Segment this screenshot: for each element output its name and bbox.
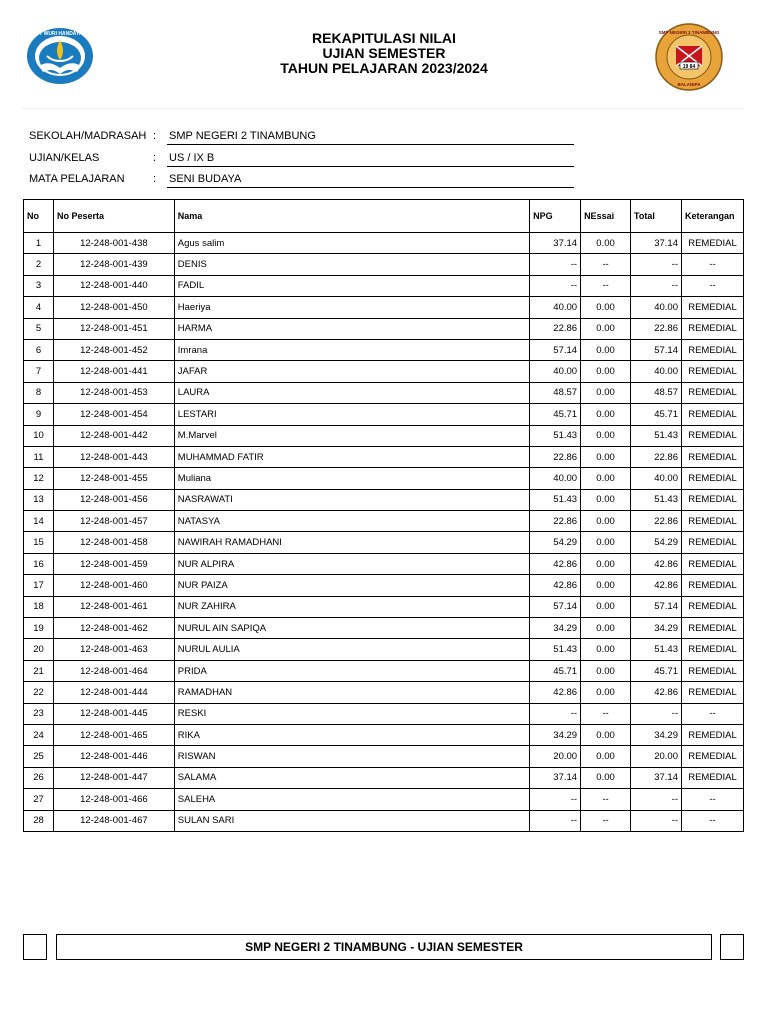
row-nessai: 0.00 (581, 297, 631, 318)
row-nessai: 0.00 (581, 404, 631, 425)
row-no-peserta: 12-248-001-454 (53, 404, 174, 425)
row-npg: 51.43 (530, 639, 581, 660)
row-total: 40.00 (631, 297, 682, 318)
row-npg: -- (530, 810, 581, 831)
row-no-peserta: 12-248-001-455 (53, 468, 174, 489)
row-no-peserta: 12-248-001-443 (53, 446, 174, 467)
table-row (24, 703, 744, 724)
exam-value: US / IX B (167, 152, 574, 167)
row-nessai: 0.00 (581, 489, 631, 510)
row-no: 24 (24, 724, 54, 745)
row-nessai: 0.00 (581, 618, 631, 639)
row-no-peserta: 12-248-001-464 (53, 660, 174, 681)
row-total: 34.29 (631, 618, 682, 639)
row-keterangan: -- (681, 275, 743, 296)
row-nama: LESTARI (174, 404, 529, 425)
row-total: 22.86 (631, 318, 682, 339)
row-keterangan: REMEDIAL (681, 618, 743, 639)
row-nama: RISWAN (174, 746, 529, 767)
row-nama: Imrana (174, 339, 529, 360)
row-npg: -- (530, 789, 581, 810)
row-total: 22.86 (631, 511, 682, 532)
row-nessai: 0.00 (581, 532, 631, 553)
row-npg: 48.57 (530, 382, 581, 403)
row-no: 20 (24, 639, 54, 660)
grades-table (23, 199, 744, 832)
row-npg: 40.00 (530, 297, 581, 318)
row-no-peserta: 12-248-001-442 (53, 425, 174, 446)
header-no-peserta: No Peserta (53, 200, 174, 233)
row-no-peserta: 12-248-001-462 (53, 618, 174, 639)
table-row (24, 596, 744, 617)
row-no: 11 (24, 446, 54, 467)
row-no: 14 (24, 511, 54, 532)
row-nama: DENIS (174, 254, 529, 275)
row-nama: HARMA (174, 318, 529, 339)
row-nessai: 0.00 (581, 575, 631, 596)
row-keterangan: REMEDIAL (681, 532, 743, 553)
row-no-peserta: 12-248-001-446 (53, 746, 174, 767)
row-keterangan: REMEDIAL (681, 425, 743, 446)
row-nama: MUHAMMAD FATIR (174, 446, 529, 467)
row-no: 21 (24, 660, 54, 681)
row-no: 1 (24, 233, 54, 254)
row-nessai: 0.00 (581, 724, 631, 745)
row-no: 18 (24, 596, 54, 617)
row-no-peserta: 12-248-001-466 (53, 789, 174, 810)
row-npg: 22.86 (530, 446, 581, 467)
row-no-peserta: 12-248-001-453 (53, 382, 174, 403)
row-nama: NUR ALPIRA (174, 553, 529, 574)
exam-colon: : (153, 152, 157, 164)
row-keterangan: REMEDIAL (681, 746, 743, 767)
row-nessai: 0.00 (581, 425, 631, 446)
row-nessai: -- (581, 254, 631, 275)
row-nessai: 0.00 (581, 446, 631, 467)
row-keterangan: REMEDIAL (681, 511, 743, 532)
subject-label: MATA PELAJARAN (29, 173, 125, 185)
row-no: 28 (24, 810, 54, 831)
school-colon: : (153, 130, 157, 142)
row-nama: NASRAWATI (174, 489, 529, 510)
row-nama: RESKI (174, 703, 529, 724)
table-row (24, 254, 744, 275)
row-no-peserta: 12-248-001-456 (53, 489, 174, 510)
table-row (24, 724, 744, 745)
row-keterangan: REMEDIAL (681, 767, 743, 788)
row-no-peserta: 12-248-001-463 (53, 639, 174, 660)
row-total: 40.00 (631, 468, 682, 489)
row-nessai: 0.00 (581, 767, 631, 788)
row-npg: 42.86 (530, 553, 581, 574)
row-no-peserta: 12-248-001-459 (53, 553, 174, 574)
row-no-peserta: 12-248-001-460 (53, 575, 174, 596)
row-no-peserta: 12-248-001-467 (53, 810, 174, 831)
row-no: 10 (24, 425, 54, 446)
table-row (24, 639, 744, 660)
header-keterangan: Keterangan (681, 200, 743, 233)
row-nessai: 0.00 (581, 746, 631, 767)
footer-text: SMP NEGERI 2 TINAMBUNG - UJIAN SEMESTER (56, 934, 712, 960)
title-line-2: UJIAN SEMESTER (322, 45, 446, 61)
row-npg: 54.29 (530, 532, 581, 553)
table-row (24, 618, 744, 639)
row-keterangan: REMEDIAL (681, 297, 743, 318)
row-npg: 45.71 (530, 404, 581, 425)
row-nessai: 0.00 (581, 361, 631, 382)
row-total: 45.71 (631, 404, 682, 425)
row-nama: NUR ZAHIRA (174, 596, 529, 617)
header-nama: Nama (174, 200, 529, 233)
school-label: SEKOLAH/MADRASAH (29, 130, 147, 142)
row-no: 4 (24, 297, 54, 318)
row-no-peserta: 12-248-001-450 (53, 297, 174, 318)
row-no: 9 (24, 404, 54, 425)
row-npg: 45.71 (530, 660, 581, 681)
row-nama: NUR PAIZA (174, 575, 529, 596)
title-line-1: REKAPITULASI NILAI (312, 30, 456, 46)
row-npg: 51.43 (530, 425, 581, 446)
row-no-peserta: 12-248-001-445 (53, 703, 174, 724)
row-nama: RIKA (174, 724, 529, 745)
row-total: 51.43 (631, 425, 682, 446)
row-keterangan: -- (681, 254, 743, 275)
table-row (24, 361, 744, 382)
row-nama: SULAN SARI (174, 810, 529, 831)
row-keterangan: REMEDIAL (681, 489, 743, 510)
table-row (24, 660, 744, 681)
row-nama: FADIL (174, 275, 529, 296)
table-row (24, 339, 744, 360)
row-no: 22 (24, 682, 54, 703)
row-keterangan: REMEDIAL (681, 724, 743, 745)
row-total: 57.14 (631, 339, 682, 360)
row-total: 51.43 (631, 489, 682, 510)
svg-text:BALANIPA: BALANIPA (677, 82, 701, 87)
row-nessai: 0.00 (581, 318, 631, 339)
row-nessai: 0.00 (581, 639, 631, 660)
row-npg: 34.29 (530, 724, 581, 745)
row-no-peserta: 12-248-001-465 (53, 724, 174, 745)
row-npg: 40.00 (530, 468, 581, 489)
row-total: -- (631, 810, 682, 831)
row-no: 26 (24, 767, 54, 788)
row-no-peserta: 12-248-001-452 (53, 339, 174, 360)
school-logo-icon (652, 22, 727, 92)
row-npg: -- (530, 254, 581, 275)
table-row (24, 275, 744, 296)
row-no-peserta: 12-248-001-457 (53, 511, 174, 532)
row-nama: PRIDA (174, 660, 529, 681)
row-npg: 42.86 (530, 682, 581, 703)
row-no-peserta: 12-248-001-458 (53, 532, 174, 553)
row-total: 48.57 (631, 382, 682, 403)
subject-value: SENI BUDAYA (167, 173, 574, 188)
row-npg: 37.14 (530, 767, 581, 788)
row-no: 7 (24, 361, 54, 382)
row-total: 40.00 (631, 361, 682, 382)
row-nama: SALAMA (174, 767, 529, 788)
header-no: No (24, 200, 54, 233)
school-value: SMP NEGERI 2 TINAMBUNG (167, 130, 574, 145)
header-nessai: NEssai (581, 200, 631, 233)
row-npg: 57.14 (530, 596, 581, 617)
row-nessai: 0.00 (581, 468, 631, 489)
row-no: 3 (24, 275, 54, 296)
row-npg: -- (530, 275, 581, 296)
footer-right-box (720, 934, 744, 960)
row-nama: NURUL AULIA (174, 639, 529, 660)
row-keterangan: REMEDIAL (681, 596, 743, 617)
row-nessai: -- (581, 810, 631, 831)
table-row (24, 233, 744, 254)
row-nama: SALEHA (174, 789, 529, 810)
row-total: 54.29 (631, 532, 682, 553)
row-nessai: 0.00 (581, 553, 631, 574)
row-keterangan: -- (681, 810, 743, 831)
table-row (24, 532, 744, 553)
row-npg: 22.86 (530, 318, 581, 339)
table-row (24, 446, 744, 467)
row-no-peserta: 12-248-001-440 (53, 275, 174, 296)
row-no: 13 (24, 489, 54, 510)
row-no-peserta: 12-248-001-439 (53, 254, 174, 275)
row-total: -- (631, 703, 682, 724)
row-nessai: -- (581, 275, 631, 296)
table-row (24, 511, 744, 532)
table-row (24, 489, 744, 510)
exam-label: UJIAN/KELAS (29, 152, 100, 164)
row-keterangan: REMEDIAL (681, 361, 743, 382)
row-npg: 40.00 (530, 361, 581, 382)
row-no: 23 (24, 703, 54, 724)
table-row (24, 382, 744, 403)
row-total: 20.00 (631, 746, 682, 767)
row-no: 8 (24, 382, 54, 403)
row-npg: -- (530, 703, 581, 724)
row-nessai: -- (581, 789, 631, 810)
row-nama: Muliana (174, 468, 529, 489)
row-no-peserta: 12-248-001-438 (53, 233, 174, 254)
row-keterangan: REMEDIAL (681, 339, 743, 360)
row-nama: Agus salim (174, 233, 529, 254)
row-npg: 22.86 (530, 511, 581, 532)
row-no-peserta: 12-248-001-444 (53, 682, 174, 703)
table-row (24, 810, 744, 831)
page-footer (23, 934, 744, 960)
row-nama: NAWIRAH RAMADHANI (174, 532, 529, 553)
row-total: 51.43 (631, 639, 682, 660)
row-keterangan: REMEDIAL (681, 404, 743, 425)
row-nama: RAMADHAN (174, 682, 529, 703)
row-total: -- (631, 789, 682, 810)
row-nama: NURUL AIN SAPIQA (174, 618, 529, 639)
row-no-peserta: 12-248-001-441 (53, 361, 174, 382)
row-no-peserta: 12-248-001-461 (53, 596, 174, 617)
row-total: 42.86 (631, 575, 682, 596)
header-total: Total (631, 200, 682, 233)
row-nessai: 0.00 (581, 660, 631, 681)
svg-text:SMP NEGERI 2 TINAMBUNG: SMP NEGERI 2 TINAMBUNG (658, 30, 720, 35)
table-row (24, 682, 744, 703)
row-keterangan: REMEDIAL (681, 446, 743, 467)
row-total: -- (631, 254, 682, 275)
row-keterangan: REMEDIAL (681, 553, 743, 574)
row-npg: 37.14 (530, 233, 581, 254)
table-row (24, 468, 744, 489)
row-no: 27 (24, 789, 54, 810)
row-npg: 20.00 (530, 746, 581, 767)
table-header-row (24, 200, 744, 233)
row-no: 17 (24, 575, 54, 596)
row-total: 34.29 (631, 724, 682, 745)
row-no: 19 (24, 618, 54, 639)
header-npg: NPG (530, 200, 581, 233)
table-row (24, 746, 744, 767)
row-keterangan: REMEDIAL (681, 233, 743, 254)
subject-colon: : (153, 173, 157, 185)
row-no: 5 (24, 318, 54, 339)
row-total: -- (631, 275, 682, 296)
table-row (24, 767, 744, 788)
svg-text:TUT WURI HANDAYANI: TUT WURI HANDAYANI (32, 31, 88, 37)
header-divider (22, 108, 744, 109)
row-npg: 34.29 (530, 618, 581, 639)
row-npg: 51.43 (530, 489, 581, 510)
svg-text:19 84: 19 84 (682, 64, 696, 70)
row-nessai: 0.00 (581, 382, 631, 403)
row-no: 16 (24, 553, 54, 574)
row-keterangan: REMEDIAL (681, 318, 743, 339)
row-total: 42.86 (631, 553, 682, 574)
row-nessai: 0.00 (581, 339, 631, 360)
row-keterangan: -- (681, 703, 743, 724)
row-keterangan: REMEDIAL (681, 639, 743, 660)
row-npg: 42.86 (530, 575, 581, 596)
row-keterangan: -- (681, 789, 743, 810)
table-row (24, 575, 744, 596)
row-total: 37.14 (631, 233, 682, 254)
row-total: 57.14 (631, 596, 682, 617)
row-total: 45.71 (631, 660, 682, 681)
report-header (0, 20, 768, 110)
row-no: 2 (24, 254, 54, 275)
row-npg: 57.14 (530, 339, 581, 360)
row-nessai: 0.00 (581, 511, 631, 532)
row-total: 37.14 (631, 767, 682, 788)
table-row (24, 297, 744, 318)
row-nama: JAFAR (174, 361, 529, 382)
row-keterangan: REMEDIAL (681, 682, 743, 703)
row-total: 42.86 (631, 682, 682, 703)
row-keterangan: REMEDIAL (681, 468, 743, 489)
row-keterangan: REMEDIAL (681, 382, 743, 403)
row-keterangan: REMEDIAL (681, 575, 743, 596)
row-nessai: -- (581, 703, 631, 724)
row-nessai: 0.00 (581, 233, 631, 254)
table-row (24, 789, 744, 810)
row-keterangan: REMEDIAL (681, 660, 743, 681)
row-nama: LAURA (174, 382, 529, 403)
row-no: 15 (24, 532, 54, 553)
title-line-3: TAHUN PELAJARAN 2023/2024 (280, 60, 488, 76)
row-nama: Haeriya (174, 297, 529, 318)
table-row (24, 318, 744, 339)
table-row (24, 425, 744, 446)
row-no-peserta: 12-248-001-451 (53, 318, 174, 339)
row-nama: M.Marvel (174, 425, 529, 446)
row-no-peserta: 12-248-001-447 (53, 767, 174, 788)
table-row (24, 404, 744, 425)
row-no: 25 (24, 746, 54, 767)
table-row (24, 553, 744, 574)
row-total: 22.86 (631, 446, 682, 467)
row-no: 12 (24, 468, 54, 489)
row-nessai: 0.00 (581, 596, 631, 617)
row-nama: NATASYA (174, 511, 529, 532)
footer-left-box (23, 934, 47, 960)
row-nessai: 0.00 (581, 682, 631, 703)
row-no: 6 (24, 339, 54, 360)
